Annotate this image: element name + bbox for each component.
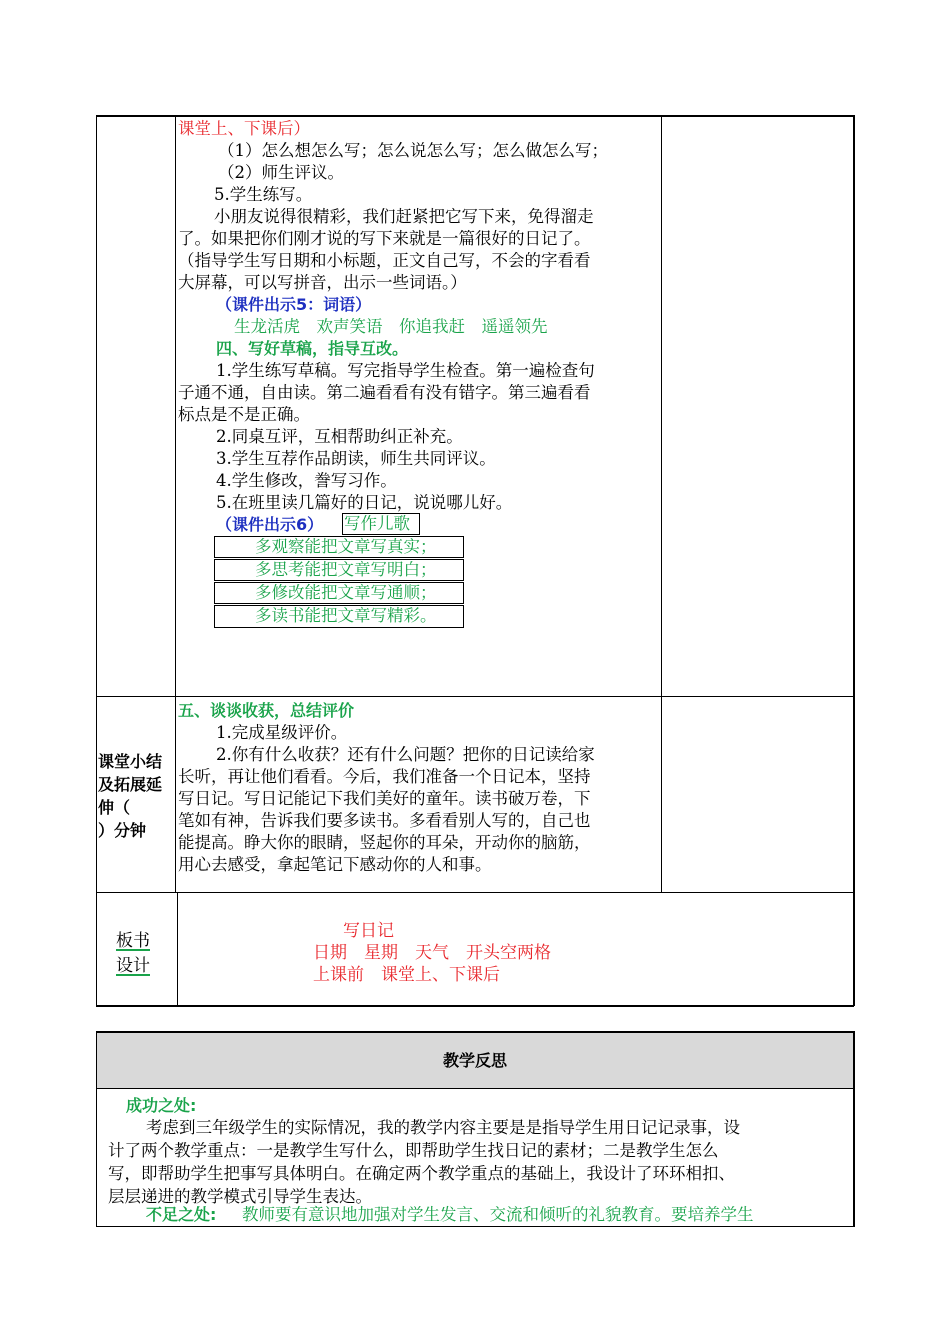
text-line: 小朋友说得很精彩，我们赶紧把它写下来，免得溜走 (214, 207, 594, 226)
shortcoming-label: 不足之处: (146, 1205, 217, 1224)
song-line: 多思考能把文章写明白； (214, 559, 464, 581)
success-line: 写，即帮助学生把事写具体明白。在确定两个教学重点的基础上，我设计了环环相扣、 (108, 1164, 735, 1183)
courseware-6-title: 写作儿歌 (342, 513, 420, 535)
text-line: 3.学生互荐作品朗读，师生共同评议。 (216, 449, 496, 468)
row-divider-1 (96, 696, 854, 697)
reflection-border-left (96, 1088, 97, 1227)
text-line: 1.学生练写草稿。写完指导学生检查。第一遍检查句 (216, 361, 595, 380)
text-line: 课堂上、下课后） (178, 119, 310, 138)
text-line: 能提高。睁大你的眼睛，竖起你的耳朵，开动你的脑筋， (178, 833, 591, 852)
col-divider-board (177, 892, 178, 1006)
label-line: 及拓展延 (98, 775, 163, 794)
section-4-heading: 四、写好草稿，指导互改。 (216, 339, 409, 358)
table-border-left (96, 115, 97, 1006)
text-line: 2.你有什么收获？还有什么问题？把你的日记读给家 (216, 745, 595, 764)
reflection-border-bottom (96, 1226, 855, 1227)
text-line: 标点是不是正确。 (178, 405, 310, 424)
text-line: 了。如果把你们刚才说的写下来就是一篇很好的日记了。 (178, 229, 591, 248)
reflection-header (96, 1031, 855, 1089)
text-line: 子通不通，自由读。第二遍看看有没有错字。第三遍看看 (178, 383, 591, 402)
song-line: 多修改能把文章写通顺； (214, 582, 464, 604)
table-border-right (853, 115, 855, 1006)
word-list: 生龙活虎 欢声笑语 你追我赶 遥遥领先 (234, 317, 548, 336)
label-line: ）分钟 (98, 821, 147, 840)
song-line: 多读书能把文章写精彩。 (214, 605, 464, 628)
label-line: 伸（ (98, 798, 131, 817)
table-border-bottom (96, 1005, 854, 1007)
courseware-6-label: （课件出示6） (216, 515, 324, 534)
text-line: 写日记。写日记能记下我们美好的童年。读书破万卷，下 (178, 789, 591, 808)
text-line: 笔如有神，告诉我们要多读书。多看看别人写的，自己也 (178, 811, 591, 830)
board-title: 写日记 (343, 921, 394, 941)
text-line: （1）怎么想怎么写；怎么说怎么写；怎么做怎么写； (218, 141, 608, 160)
text-line: 用心去感受，拿起笔记下感动你的人和事。 (178, 855, 492, 874)
text-line: 长听，再让他们看看。今后，我们准备一个日记本，坚持 (178, 767, 591, 786)
text-line: 1.完成星级评价。 (216, 723, 348, 742)
success-line: 层层递进的教学模式引导学生表达。 (108, 1187, 372, 1206)
courseware-5-heading: （课件出示5：词语） (216, 295, 372, 314)
reflection-title: 教学反思 (442, 1051, 507, 1070)
board-label-line: 板书 (116, 931, 150, 951)
board-line-2: 上课前 课堂上、下课后 (313, 965, 500, 985)
table-border-top (96, 115, 854, 117)
summary-label (98, 750, 162, 842)
board-line-1: 日期 星期 天气 开头空两格 (313, 943, 551, 963)
text-line: （2）师生评议。 (218, 163, 344, 182)
col-divider-2 (661, 115, 662, 893)
text-line: 5.在班里读几篇好的日记，说说哪儿好。 (216, 493, 513, 512)
section-5-heading: 五、谈谈收获，总结评价 (178, 701, 355, 720)
text-line: 4.学生修改，誊写习作。 (216, 471, 397, 490)
success-label: 成功之处: (126, 1096, 197, 1115)
success-line: 考虑到三年级学生的实际情况，我的教学内容主要是是指导学生用日记记录事，设 (146, 1118, 740, 1137)
text-line: 5.学生练写。 (214, 185, 313, 204)
text-line: 大屏幕，可以写拼音，出示一些词语。） (178, 273, 467, 292)
col-divider-1 (175, 115, 176, 893)
label-line: 课堂小结 (98, 752, 163, 771)
song-line: 多观察能把文章写真实； (214, 536, 464, 558)
shortcoming-text: 教师要有意识地加强对学生发言、交流和倾听的礼貌教育。要培养学生 (242, 1205, 754, 1224)
text-line: （指导学生写日期和小标题，正文自己写，不会的字看看 (178, 251, 591, 270)
board-label (116, 929, 150, 979)
row-divider-2 (96, 892, 854, 893)
text-line: 2.同桌互评，互相帮助纠正补充。 (216, 427, 463, 446)
reflection-border-right (853, 1088, 855, 1227)
board-label-line: 设计 (116, 956, 150, 976)
success-line: 计了两个教学重点：一是教学生写什么，即帮助学生找日记的素材；二是教学生怎么 (108, 1141, 719, 1160)
